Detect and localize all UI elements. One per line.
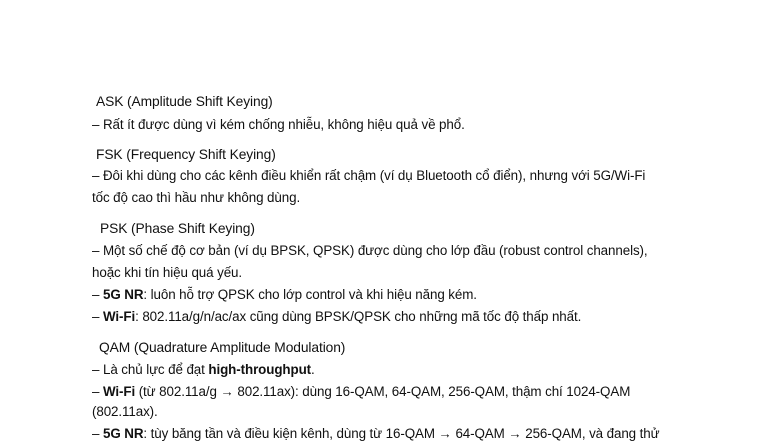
fsk-text-line1: – Đôi khi dùng cho các kênh điều khiển rất chậm (ví dụ Bluetooth cổ điển), nhưng với 5G/Wi-Fi <box>92 168 646 183</box>
psk-wifi-bullet <box>92 308 581 326</box>
psk-text-line2: hoặc khi tín hiệu quá yếu. <box>92 265 243 280</box>
psk-5gnr-bullet <box>92 286 477 304</box>
bullet-text: (từ 802.11a/g → 802.11ax): dùng 16-QAM, 64-QAM, 256-QAM, thậm chí 1024-QAM <box>135 384 631 399</box>
psk-heading: PSK (Phase Shift Keying) <box>100 221 255 236</box>
bullet-prefix: – <box>92 309 103 324</box>
bullet-prefix: – <box>92 384 103 399</box>
qam-wifi-bullet-line2: (802.11ax). <box>92 404 158 419</box>
qam-wifi-bullet <box>92 383 630 401</box>
ask-text: – Rất ít được dùng vì kém chống nhiễu, không hiệu quả về phổ. <box>92 117 465 132</box>
bullet-text: : tùy băng tần và điều kiện kênh, dùng từ 16-QAM → 64-QAM → 256-QAM, và đang thử <box>143 426 660 441</box>
fsk-heading: FSK (Frequency Shift Keying) <box>96 147 276 162</box>
qam-heading: QAM (Quadrature Amplitude Modulation) <box>99 340 346 355</box>
bullet-text: : 802.11a/g/n/ac/ax cũng dùng BPSK/QPSK cho những mã tốc độ thấp nhất. <box>135 309 582 324</box>
fsk-text-line2: tốc độ cao thì hầu như không dùng. <box>92 190 301 205</box>
qam-text-line1 <box>92 361 315 379</box>
bullet-text: : luôn hỗ trợ QPSK cho lớp control và khi hiệu năng kém. <box>143 287 477 302</box>
wifi-label: Wi-Fi <box>102 384 136 399</box>
wifi-label: Wi-Fi <box>102 309 136 324</box>
qam-5gnr-bullet <box>92 425 659 441</box>
psk-text-line1: – Một số chế độ cơ bản (ví dụ BPSK, QPSK) được dùng cho lớp đầu (robust control channels), <box>92 243 648 258</box>
bullet-prefix: – <box>92 287 103 302</box>
qam-text-end: . <box>311 362 315 377</box>
bullet-prefix: – <box>92 426 103 441</box>
5gnr-label: 5G NR <box>102 287 144 302</box>
high-throughput-term: high-throughput <box>208 362 312 377</box>
ask-heading: ASK (Amplitude Shift Keying) <box>96 94 273 109</box>
5gnr-label: 5G NR <box>102 426 144 441</box>
qam-text: – Là chủ lực để đạt <box>92 362 209 377</box>
